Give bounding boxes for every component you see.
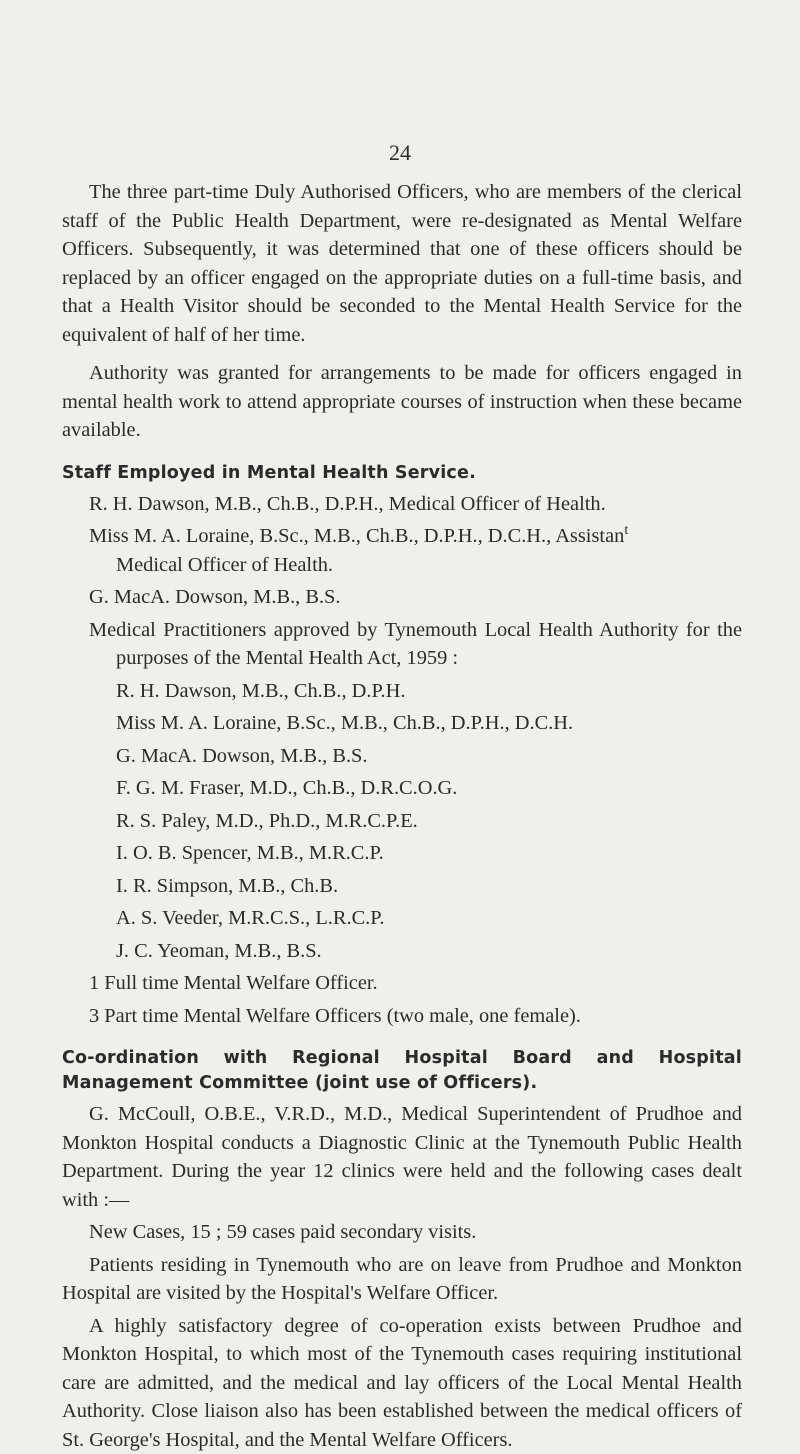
staff-section xyxy=(62,461,742,1031)
staff-entry: G. MacA. Dowson, M.B., B.S. xyxy=(62,583,742,612)
staff-entry-continuation: Medical Officer of Health. xyxy=(116,554,333,576)
staff-entry xyxy=(62,522,742,579)
page-number: 24 xyxy=(0,140,800,166)
staff-entry: R. H. Dawson, M.B., Ch.B., D.P.H., Medical Officer of Health. xyxy=(62,490,742,519)
coordination-paragraph: New Cases, 15 ; 59 cases paid secondary visits. xyxy=(62,1218,742,1247)
practitioner-item: I. O. B. Spencer, M.B., M.R.C.P. xyxy=(62,839,742,868)
practitioner-item: R. S. Paley, M.D., Ph.D., M.R.C.P.E. xyxy=(62,807,742,836)
coordination-paragraph: A highly satisfactory degree of co-operation exists between Prudhoe and Monkton Hospital, to which most of the Tynemouth cases requiring institutional care are admitted, and the medical and lay officers of the Local Mental Health Authority. Close liaison also has been established between the medical officers of St. George's Hospital, and the Mental Welfare Officers. xyxy=(62,1312,742,1454)
practitioner-item: I. R. Simpson, M.B., Ch.B. xyxy=(62,872,742,901)
superscript-letter: t xyxy=(624,523,628,538)
section-heading: Co-ordination with Regional Hospital Board and Hospital Management Committee (joint use of Officers). xyxy=(62,1046,742,1096)
practitioner-item: R. H. Dawson, M.B., Ch.B., D.P.H. xyxy=(62,677,742,706)
coordination-paragraph: G. McCoull, O.B.E., V.R.D., M.D., Medical Superintendent of Prudhoe and Monkton Hospital conducts a Diagnostic Clinic at the Tynemouth Public Health Department. During the year 12 clinics were held and the following cases dealt with :— xyxy=(62,1100,742,1214)
coordination-section xyxy=(62,1046,742,1454)
intro-paragraph: The three part-time Duly Authorised Officers, who are members of the clerical staff of the Public Health Department, were re-designated as Mental Welfare Officers. Subsequently, it was determined that one of these officers should be replaced by an officer engaged on the appropriate duties on a full-time basis, and that a Health Visitor should be seconded to the Mental Health Service for the equivalent of half of her time. xyxy=(62,178,742,349)
practitioner-item: Miss M. A. Loraine, B.Sc., M.B., Ch.B., D.P.H., D.C.H. xyxy=(62,709,742,738)
practitioner-item: J. C. Yeoman, M.B., B.S. xyxy=(62,937,742,966)
officer-entry: 1 Full time Mental Welfare Officer. xyxy=(62,969,742,998)
practitioner-list xyxy=(62,677,742,966)
practitioner-item: A. S. Veeder, M.R.C.S., L.R.C.P. xyxy=(62,904,742,933)
staff-entry: Medical Practitioners approved by Tynemouth Local Health Authority for the purposes of the Mental Health Act, 1959 : xyxy=(62,616,742,673)
practitioner-item: G. MacA. Dowson, M.B., B.S. xyxy=(62,742,742,771)
coordination-paragraph: Patients residing in Tynemouth who are on leave from Prudhoe and Monkton Hospital are visited by the Hospital's Welfare Officer. xyxy=(62,1251,742,1308)
document-body xyxy=(62,178,742,1454)
intro-paragraph: Authority was granted for arrangements to be made for officers engaged in mental health work to attend appropriate courses of instruction when these became available. xyxy=(62,359,742,445)
officer-entry: 3 Part time Mental Welfare Officers (two male, one female). xyxy=(62,1002,742,1031)
staff-entry-text: Miss M. A. Loraine, B.Sc., M.B., Ch.B., D.P.H., D.C.H., Assistan xyxy=(89,525,624,547)
practitioner-item: F. G. M. Fraser, M.D., Ch.B., D.R.C.O.G. xyxy=(62,774,742,803)
section-heading: Staff Employed in Mental Health Service. xyxy=(62,461,742,486)
